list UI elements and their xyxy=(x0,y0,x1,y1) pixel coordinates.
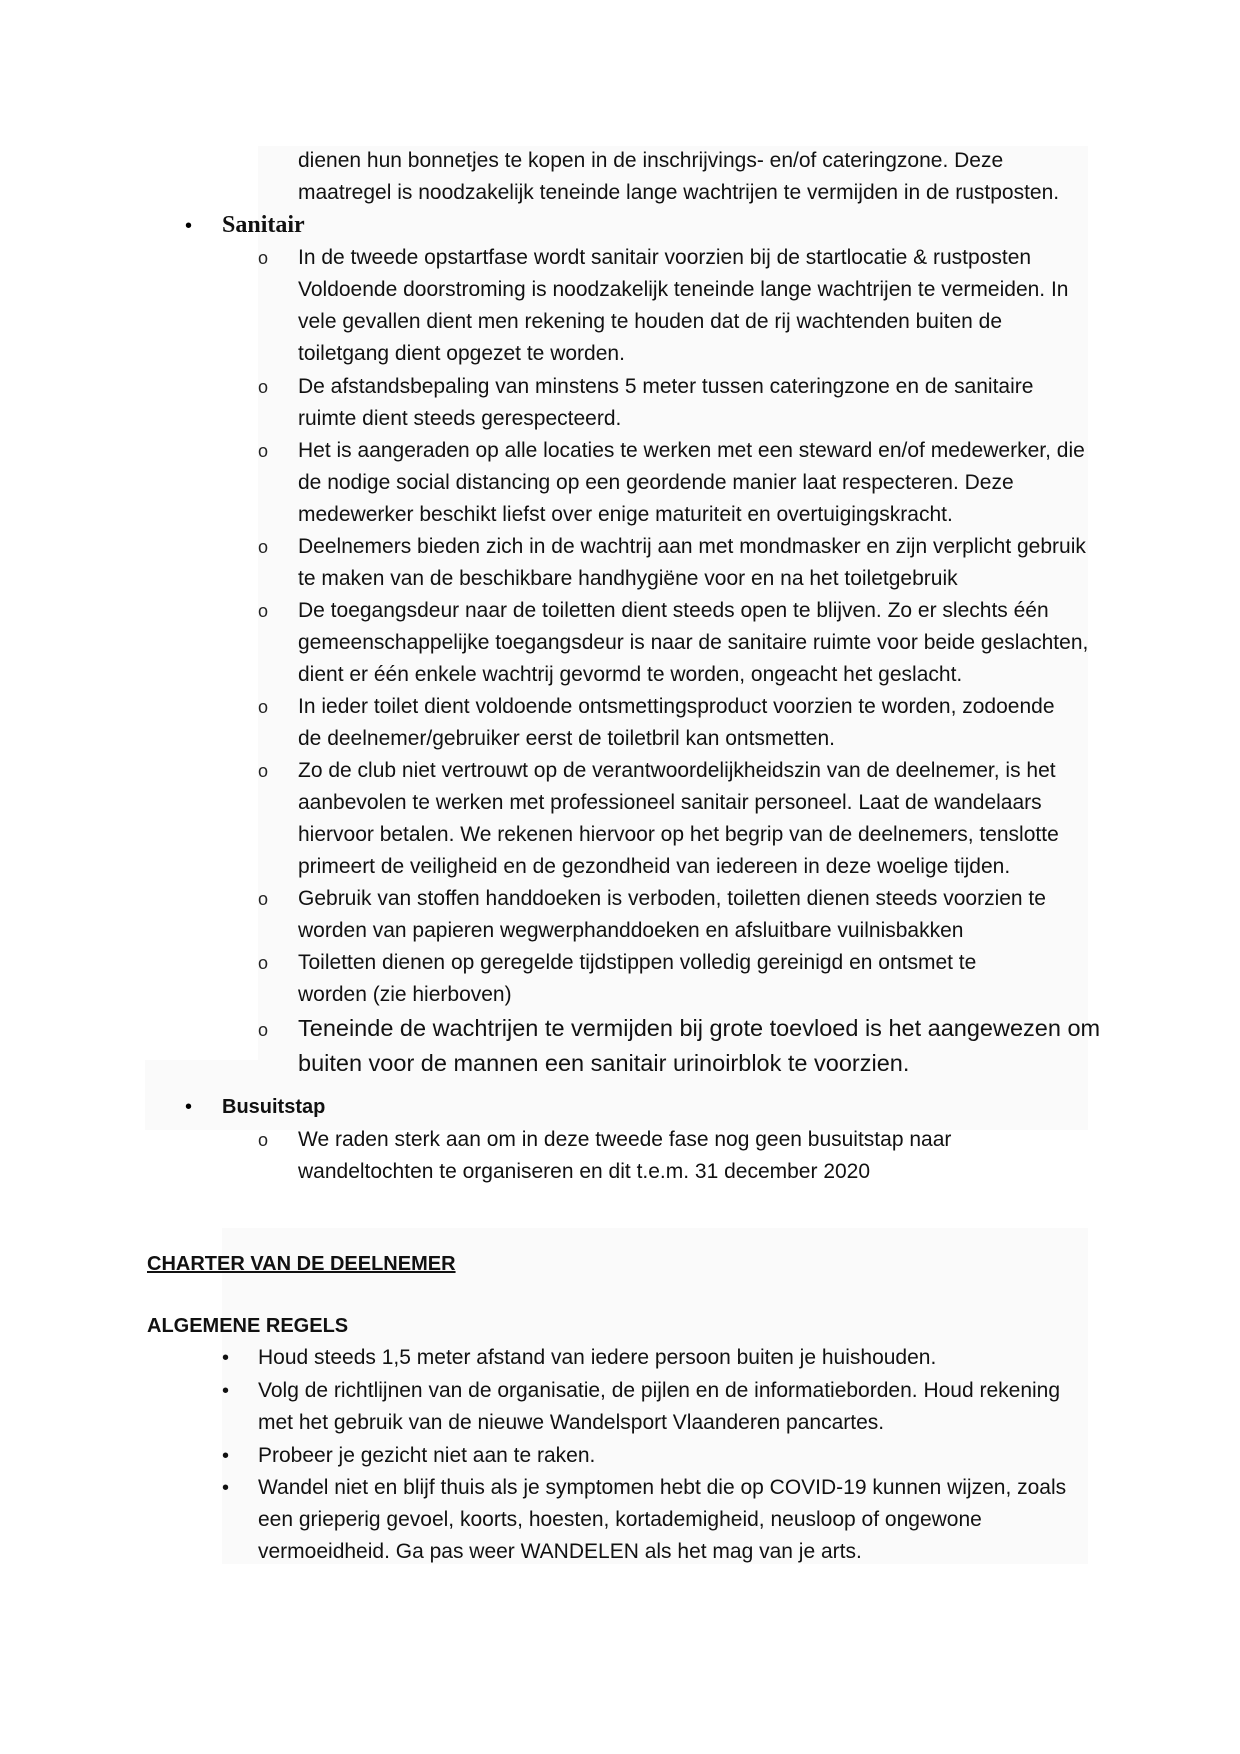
sanitair-item-line: toiletgang dient opgezet te worden. xyxy=(298,342,625,365)
sub-bullet-marker: o xyxy=(258,1130,269,1150)
sanitair-item-line: ruimte dient steeds gerespecteerd. xyxy=(298,407,622,430)
sanitair-item-line: In de tweede opstartfase wordt sanitair voorzien bij de startlocatie & rustposten xyxy=(298,246,1032,269)
sanitair-item-line: de nodige social distancing op een geordende manier laat respecteren. Deze xyxy=(298,471,1014,494)
sanitair-item-line: te maken van de beschikbare handhygiëne voor en na het toiletgebruik xyxy=(298,567,958,590)
sanitair-item-line: worden van papieren wegwerphanddoeken en afsluitbare vuilnisbakken xyxy=(298,919,964,942)
sanitair-item-line: Zo de club niet vertrouwt op de verantwoordelijkheidszin van de deelnemer, is het xyxy=(298,759,1056,782)
sanitair-item-line: medewerker beschikt liefst over enige maturiteit en overtuigingskracht. xyxy=(298,503,953,526)
sanitair-item-line: In ieder toilet dient voldoende ontsmettingsproduct voorzien te worden, zodoende xyxy=(298,695,1055,718)
busuitstap-item-line: We raden sterk aan om in deze tweede fase nog geen busuitstap naar xyxy=(298,1128,952,1151)
busuitstap-item-line: wandeltochten te organiseren en dit t.e.m. 31 december 2020 xyxy=(298,1160,871,1183)
sanitair-item-line: primeert de veiligheid en de gezondheid van iedereen in deze woelige tijden. xyxy=(298,855,1011,878)
rule-line: een grieperig gevoel, koorts, hoesten, kortademigheid, neusloop of ongewone xyxy=(258,1508,982,1531)
sanitair-item-line: De afstandsbepaling van minstens 5 meter tussen cateringzone en de sanitaire xyxy=(298,375,1034,398)
rule-line: Probeer je gezicht niet aan te raken. xyxy=(258,1444,596,1467)
sanitair-item-line: Voldoende doorstroming is noodzakelijk teneinde lange wachtrijen te vermeiden. In xyxy=(298,278,1069,301)
bullet-marker: • xyxy=(222,1477,230,1499)
sanitair-heading: Sanitair xyxy=(222,212,305,238)
sanitair-item-line: de deelnemer/gebruiker eerst de toiletbril kan ontsmetten. xyxy=(298,727,835,750)
rule-line: vermoeidheid. Ga pas weer WANDELEN als het mag van je arts. xyxy=(258,1540,862,1563)
rule-line: Volg de richtlijnen van de organisatie, de pijlen en de informatieborden. Houd rekening xyxy=(258,1379,1061,1402)
intro-line: dienen hun bonnetjes te kopen in de inschrijvings- en/of cateringzone. Deze xyxy=(298,149,1004,172)
charter-subtitle: ALGEMENE REGELS xyxy=(147,1315,349,1337)
sub-bullet-marker: o xyxy=(258,537,269,557)
sub-bullet-marker: o xyxy=(258,377,269,397)
sub-bullet-marker: o xyxy=(258,1020,269,1040)
sanitair-item-line: Toiletten dienen op geregelde tijdstippen volledig gereinigd en ontsmet te xyxy=(298,951,977,974)
rule-line: Wandel niet en blijf thuis als je symptomen hebt die op COVID-19 kunnen wijzen, zoals xyxy=(258,1476,1067,1499)
sanitair-item-line: Deelnemers bieden zich in de wachtrij aan met mondmasker en zijn verplicht gebruik xyxy=(298,535,1086,558)
sub-bullet-marker: o xyxy=(258,441,269,461)
charter-title: CHARTER VAN DE DEELNEMER xyxy=(147,1253,456,1275)
sub-bullet-marker: o xyxy=(258,761,269,781)
sub-bullet-marker: o xyxy=(258,248,269,268)
sanitair-item-line: vele gevallen dient men rekening te houden dat de rij wachtenden buiten de xyxy=(298,310,1003,333)
sanitair-item-line: aanbevolen te werken met professioneel sanitair personeel. Laat de wandelaars xyxy=(298,791,1042,814)
sanitair-item-line: dient er één enkele wachtrij gevormd te worden, ongeacht het geslacht. xyxy=(298,663,963,686)
rule-line: Houd steeds 1,5 meter afstand van iedere persoon buiten je huishouden. xyxy=(258,1346,937,1369)
sanitair-item-line: Gebruik van stoffen handdoeken is verboden, toiletten dienen steeds voorzien te xyxy=(298,887,1046,910)
sanitair-item-line: hiervoor betalen. We rekenen hiervoor op het begrip van de deelnemers, tenslotte xyxy=(298,823,1059,846)
sanitair-item-line: buiten voor de mannen een sanitair urinoirblok te voorzien. xyxy=(298,1050,910,1076)
sub-bullet-marker: o xyxy=(258,601,269,621)
bullet-marker: • xyxy=(185,1096,193,1118)
intro-line: maatregel is noodzakelijk teneinde lange wachtrijen te vermijden in de rustposten. xyxy=(298,181,1060,204)
sub-bullet-marker: o xyxy=(258,697,269,717)
bullet-marker: • xyxy=(185,215,193,237)
sub-bullet-marker: o xyxy=(258,889,269,909)
sanitair-item-line: gemeenschappelijke toegangsdeur is naar de sanitaire ruimte voor beide geslachten, xyxy=(298,631,1089,654)
bullet-marker: • xyxy=(222,1380,230,1402)
sub-bullet-marker: o xyxy=(258,953,269,973)
bullet-marker: • xyxy=(222,1445,230,1467)
rule-line: met het gebruik van de nieuwe Wandelsport Vlaanderen pancartes. xyxy=(258,1411,885,1434)
busuitstap-heading: Busuitstap xyxy=(222,1096,326,1118)
sanitair-item-line: Het is aangeraden op alle locaties te werken met een steward en/of medewerker, die xyxy=(298,439,1085,462)
sanitair-item-line: Teneinde de wachtrijen te vermijden bij grote toevloed is het aangewezen om xyxy=(298,1015,1101,1041)
bullet-marker: • xyxy=(222,1347,230,1369)
sanitair-item-line: worden (zie hierboven) xyxy=(298,983,512,1006)
sanitair-item-line: De toegangsdeur naar de toiletten dient steeds open te blijven. Zo er slechts één xyxy=(298,599,1049,622)
